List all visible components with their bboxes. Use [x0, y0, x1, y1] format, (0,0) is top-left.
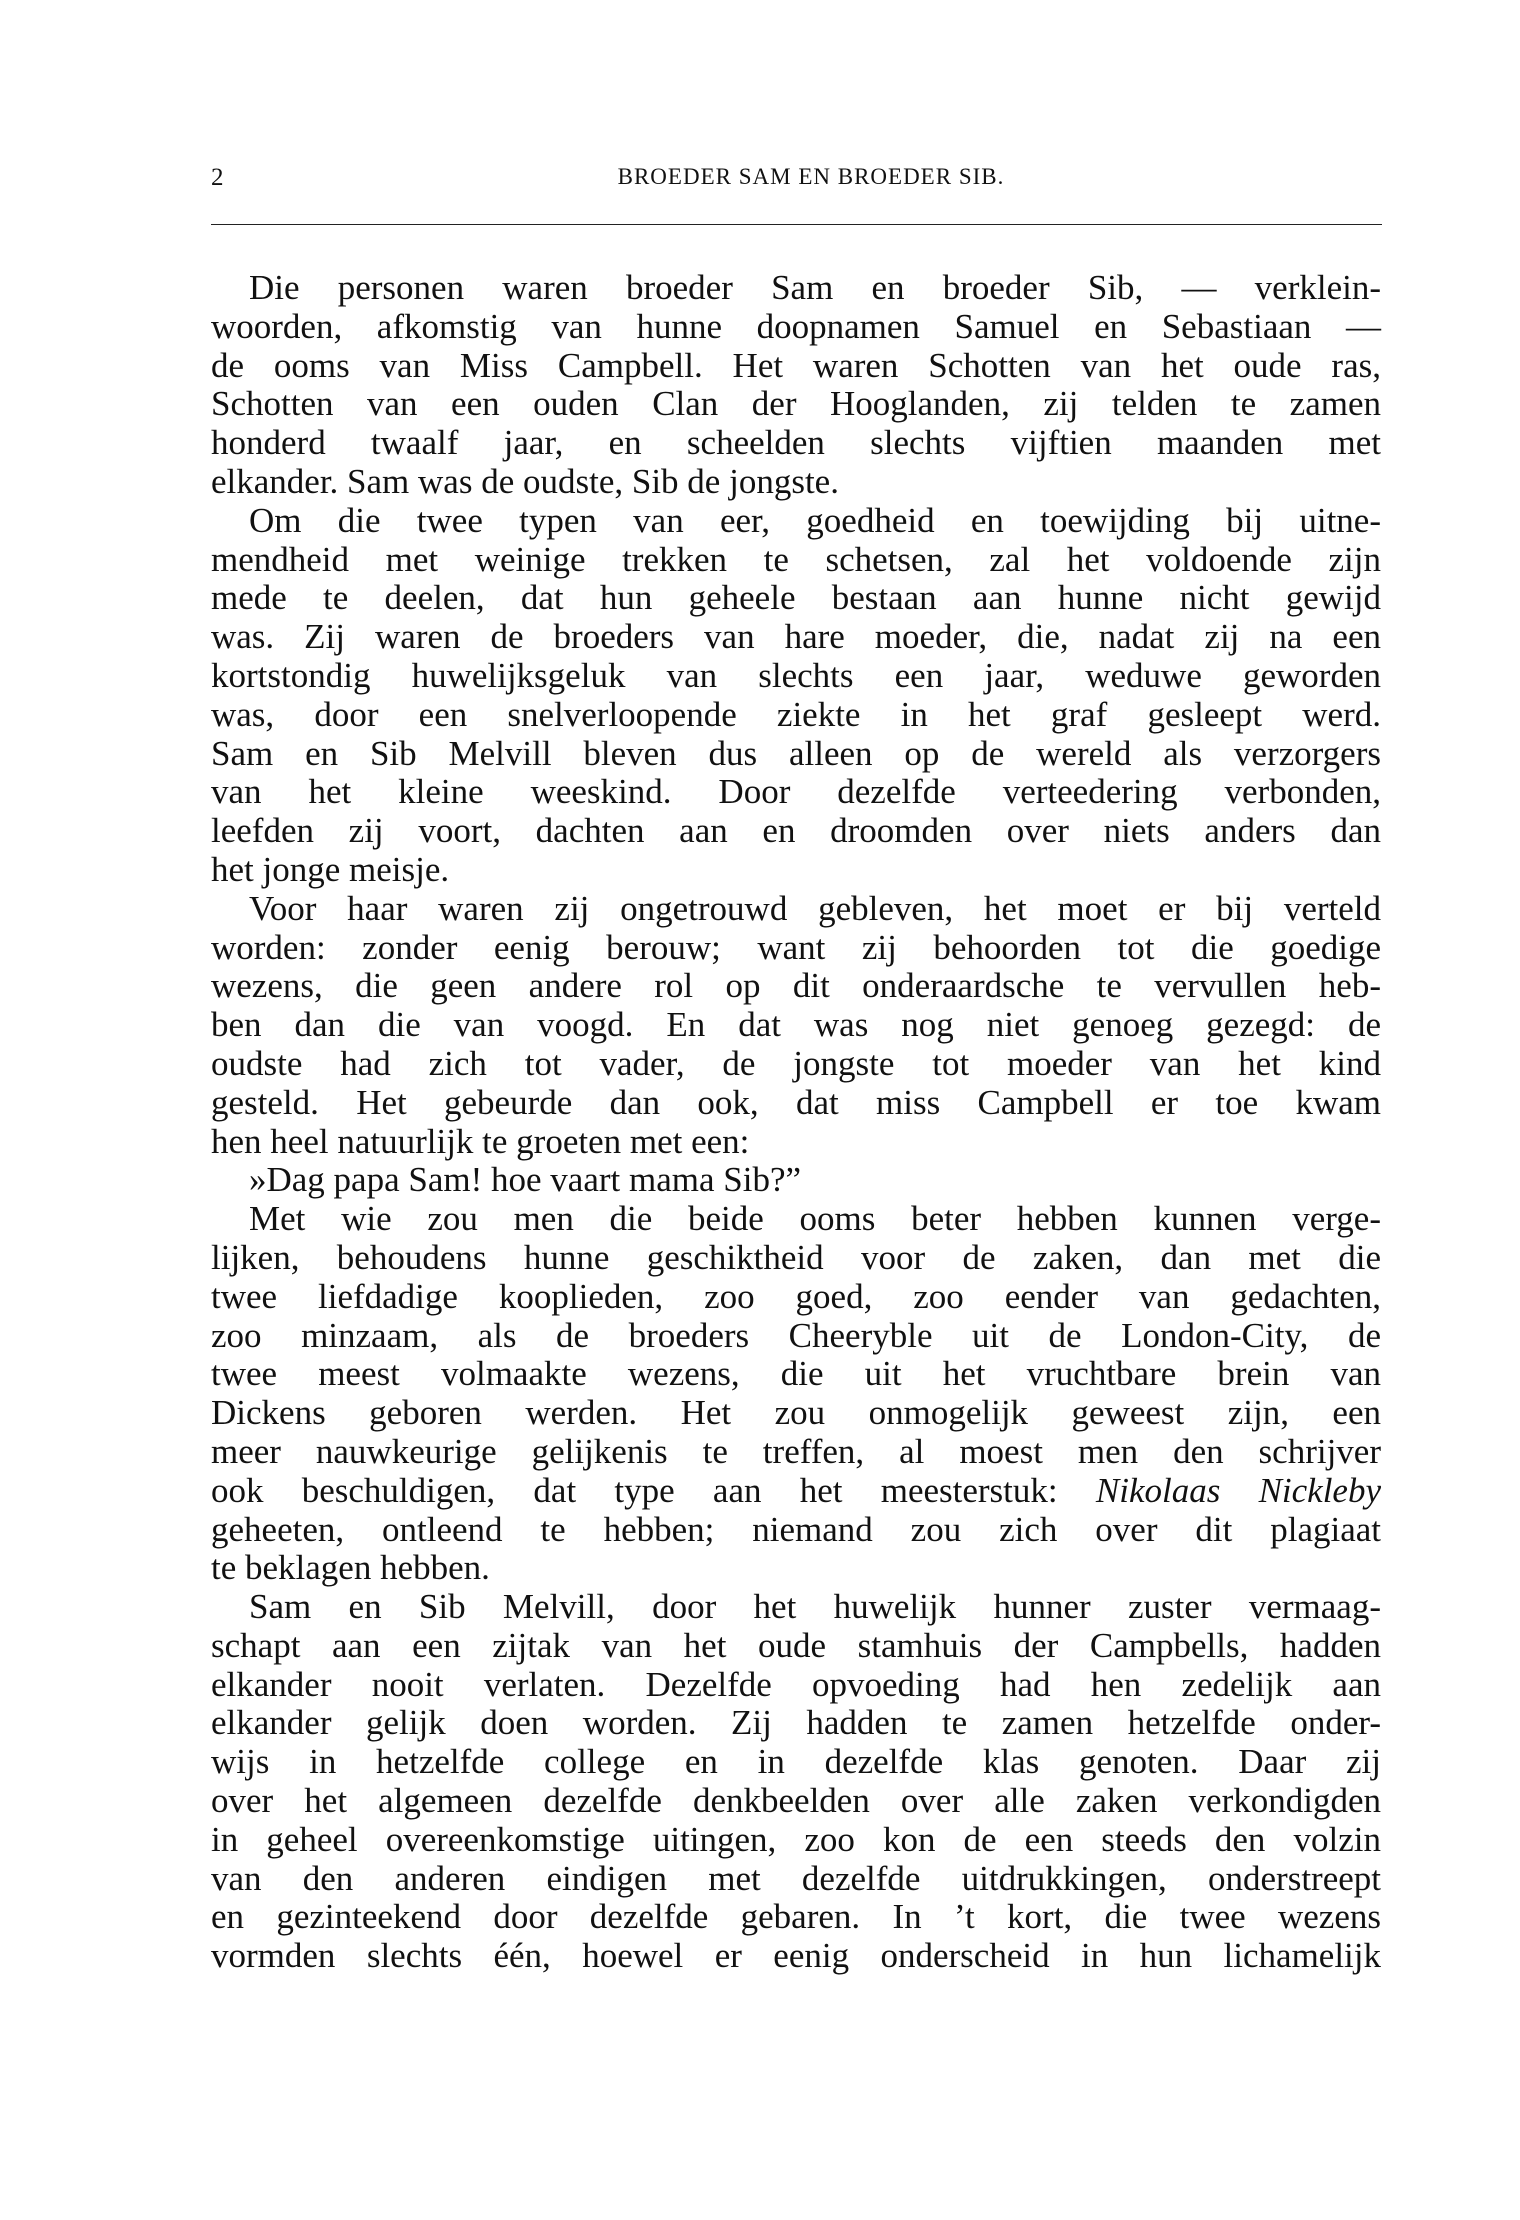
text-line: woorden, afkomstig van hunne doopnamen Samuel en Sebastiaan —	[211, 306, 1381, 346]
text-line: wijs in hetzelfde college en in dezelfde klas genoten. Daar zij	[211, 1742, 1381, 1782]
text-line: Die personen waren broeder Sam en broeder Sib, — verklein-	[249, 268, 1381, 307]
paragraph	[211, 1161, 1381, 1200]
text-line: Dickens geboren werden. Het zou onmogelijk geweest zijn, een	[211, 1393, 1381, 1433]
text-line: Met wie zou men die beide ooms beter hebben kunnen verge-	[249, 1199, 1381, 1239]
text-line: twee meest volmaakte wezens, die uit het vruchtbare brein van	[211, 1354, 1381, 1394]
paragraph	[211, 1588, 1381, 1976]
text-line: kortstondig huwelijksgeluk van slechts een jaar, weduwe geworden	[211, 655, 1381, 695]
text-line: gesteld. Het gebeurde dan ook, dat miss Campbell er toe kwam	[211, 1082, 1381, 1122]
body-text	[211, 269, 1381, 1976]
text-line: leefden zij voort, dachten aan en droomden over niets anders dan	[211, 811, 1381, 851]
text-line: van den anderen eindigen met dezelfde uitdrukkingen, onderstreept	[211, 1858, 1381, 1898]
paragraph	[211, 1200, 1381, 1588]
text-line: mendheid met weinige trekken te schetsen, zal het voldoende zijn	[211, 539, 1381, 579]
text-line: Schotten van een ouden Clan der Hooglanden, zij telden te zamen	[211, 384, 1381, 424]
text-line: de ooms van Miss Campbell. Het waren Schotten van het oude ras,	[211, 345, 1381, 385]
text-line: was, door een snelverloopende ziekte in het graf gesleept werd.	[211, 694, 1381, 734]
running-head	[211, 164, 1381, 198]
text-line: meer nauwkeurige gelijkenis te treffen, al moest men den schrijver	[211, 1431, 1381, 1471]
paragraph	[211, 502, 1381, 890]
text-line: en gezinteekend door dezelfde gebaren. In ’t kort, die twee wezens	[211, 1897, 1381, 1937]
text-line	[211, 1472, 1381, 1511]
text-line: lijken, behoudens hunne geschiktheid voor de zaken, dan met die	[211, 1237, 1381, 1277]
text-line: Om die twee typen van eer, goedheid en toewijding bij uitne-	[249, 500, 1381, 540]
text-line: oudste had zich tot vader, de jongste tot moeder van het kind	[211, 1043, 1381, 1083]
text-line: elkander. Sam was de oudste, Sib de jongste.	[211, 461, 839, 501]
paragraph	[211, 269, 1381, 502]
text-line: ben dan die van voogd. En dat was nog niet genoeg gezegd: de	[211, 1005, 1381, 1045]
header-rule	[211, 224, 1382, 225]
running-title: BROEDER SAM EN BROEDER SIB.	[617, 164, 1005, 189]
text-line: van het kleine weeskind. Door dezelfde verteedering verbonden,	[211, 772, 1381, 812]
text-line: schapt aan een zijtak van het oude stamhuis der Campbells, hadden	[211, 1625, 1381, 1665]
page-number: 2	[211, 164, 225, 191]
text-line: in geheel overeenkomstige uitingen, zoo kon de een steeds den volzin	[211, 1819, 1381, 1859]
text-line: Sam en Sib Melvill bleven dus alleen op de wereld als verzorgers	[211, 733, 1381, 773]
paragraph	[211, 890, 1381, 1162]
text-span: ook beschuldigen, dat type aan het meesterstuk:	[211, 1470, 1096, 1510]
text-line: mede te deelen, dat hun geheele bestaan aan hunne nicht gewijd	[211, 578, 1381, 618]
text-line: elkander nooit verlaten. Dezelfde opvoeding had hen zedelijk aan	[211, 1664, 1381, 1704]
text-line: »Dag papa Sam! hoe vaart mama Sib?”	[249, 1160, 802, 1200]
text-line: hen heel natuurlijk te groeten met een:	[211, 1121, 750, 1161]
text-line: het jonge meisje.	[211, 849, 450, 889]
text-line: vormden slechts één, hoewel er eenig onderscheid in hun lichamelijk	[211, 1936, 1381, 1976]
text-line: was. Zij waren de broeders van hare moeder, die, nadat zij na een	[211, 617, 1381, 657]
text-line: honderd twaalf jaar, en scheelden slechts vijftien maanden met	[211, 423, 1381, 463]
text-line: Voor haar waren zij ongetrouwd gebleven, het moet er bij verteld	[249, 888, 1381, 928]
text-line: worden: zonder eenig berouw; want zij behoorden tot die goedige	[211, 927, 1381, 967]
text-line: wezens, die geen andere rol op dit onderaardsche te vervullen heb-	[211, 966, 1381, 1006]
text-line: over het algemeen dezelfde denkbeelden over alle zaken verkondigden	[211, 1781, 1381, 1821]
italic-title: Nikolaas Nickleby	[1095, 1470, 1381, 1510]
text-line: elkander gelijk doen worden. Zij hadden te zamen hetzelfde onder-	[211, 1703, 1381, 1743]
text-line: twee liefdadige kooplieden, zoo goed, zoo eender van gedachten,	[211, 1276, 1381, 1316]
text-line: geheeten, ontleend te hebben; niemand zou zich over dit plagiaat	[211, 1509, 1381, 1549]
text-line: Sam en Sib Melvill, door het huwelijk hunner zuster vermaag-	[249, 1587, 1381, 1627]
text-line: zoo minzaam, als de broeders Cheeryble uit de London-City, de	[211, 1315, 1381, 1355]
text-line: te beklagen hebben.	[211, 1548, 490, 1588]
